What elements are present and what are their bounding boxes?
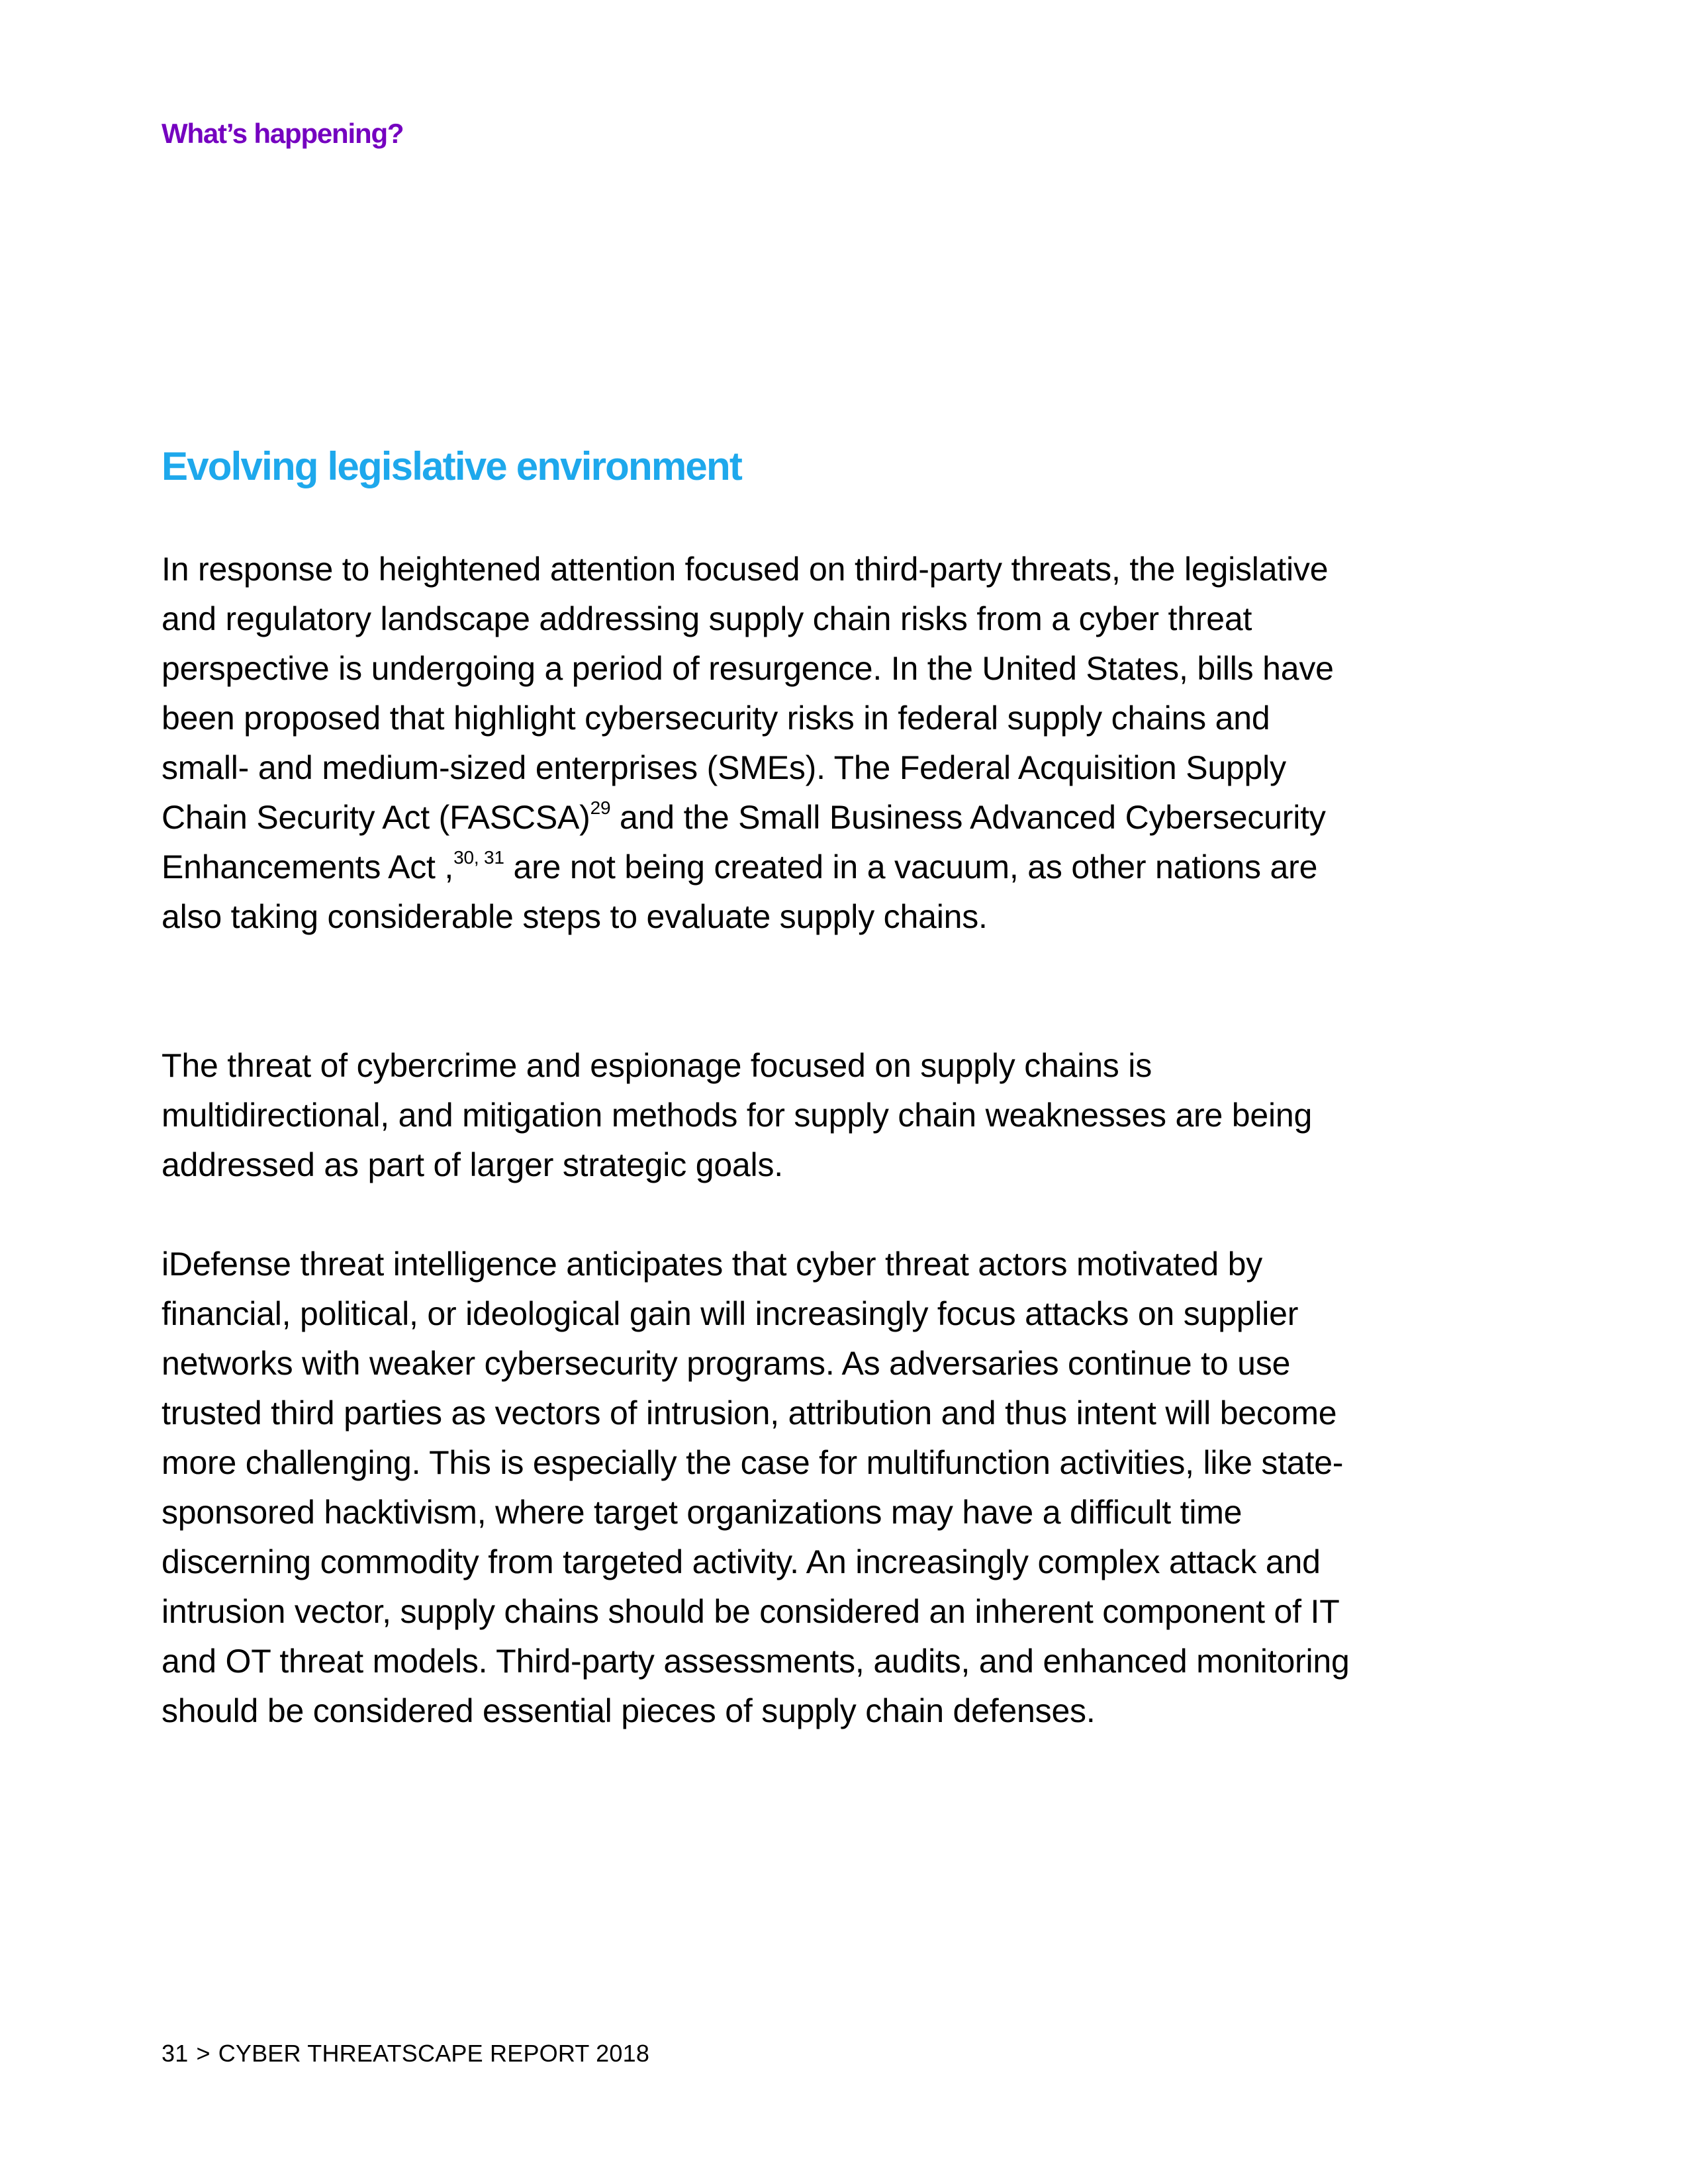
page-footer (162, 2040, 649, 2068)
paragraph-legislation (162, 545, 1366, 942)
article-title: Evolving legislative environment (162, 444, 742, 488)
page-number: 31 (162, 2040, 189, 2067)
footnote-ref: 30, 31 (453, 847, 504, 868)
paragraph-threat: The threat of cybercrime and espionage focused on supply chains is multidirectional, and mitigation methods for supply chain weaknesses are being addressed as part of larger strategic goals. (162, 1047, 1313, 1183)
paragraph-text: In response to heightened attention focused on third-party threats, the legislative and regulatory landscape addressing supply chain risks from a cyber threat perspective is undergoing a period of resurgence. In the United States, bills have been proposed that highlight cybersecurity risks in federal supply chains and small- and medium-sized enterprises (SMEs). The Federal Acquisition Supply Chain Security Act (FASCSA) (162, 551, 1334, 836)
footer-separator: > (196, 2040, 211, 2067)
section-label: What’s happening? (162, 118, 404, 149)
paragraph-text: and the Small Business Advanced Cybersecurity Enhancements Act , (162, 799, 1326, 886)
report-title: CYBER THREATSCAPE REPORT 2018 (218, 2040, 650, 2067)
paragraph-text: are not being created in a vacuum, as other nations are also taking considerable steps to evaluate supply chains. (162, 848, 1318, 935)
paragraph-idefense: iDefense threat intelligence anticipates that cyber threat actors motivated by financial, political, or ideological gain will increasingly focus attacks on supplier networks with weaker cybersecurity programs. As adversaries continue to use trusted third parties as vectors of intrusion, attribution and thus intent will become more challenging. This is especially the case for multifunction activities, like state-sponsored hacktivism, where target organizations may have a difficult time discerning commodity from targeted activity. An increasingly complex attack and intrusion vector, supply chains should be considered an inherent component of IT and OT threat models. Third-party assessments, audits, and enhanced monitoring should be considered essential pieces of supply chain defenses. (162, 1246, 1350, 1729)
footnote-ref: 29 (590, 797, 611, 818)
